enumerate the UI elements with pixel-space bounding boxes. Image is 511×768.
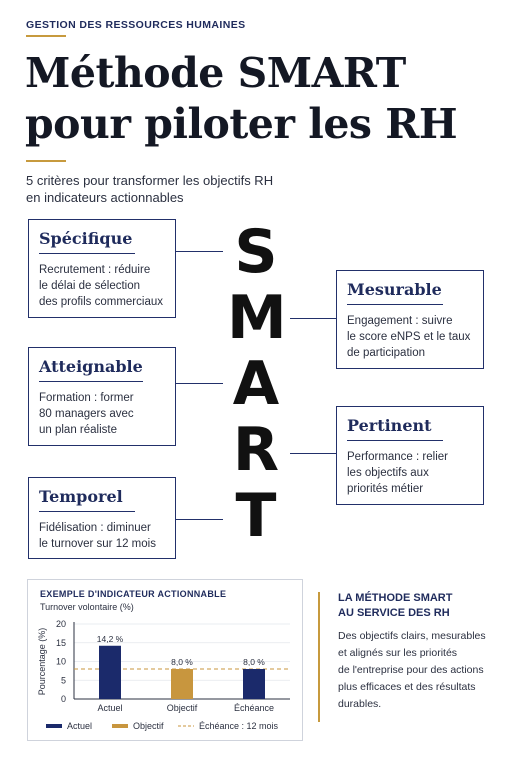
connector-atteignable: [175, 383, 223, 384]
connector-mesurable: [290, 318, 336, 319]
side-text: [338, 628, 486, 713]
side-text-line: de l'entreprise pour des actions: [338, 664, 484, 676]
connector-temporel: [175, 519, 223, 520]
bar-value-label: 8,0 %: [171, 657, 193, 667]
title-line: Méthode SMART: [25, 49, 406, 97]
smart-letter-t: T: [235, 481, 277, 551]
y-tick-label: 5: [60, 675, 66, 686]
title-line: pour piloter les RH: [25, 100, 458, 148]
criteria-description: [39, 390, 165, 438]
side-title-line: AU SERVICE DES RH: [338, 607, 450, 619]
side-title-line: LA MÉTHODE SMART: [338, 592, 453, 604]
criteria-title: Atteignable: [39, 357, 143, 382]
bar: [243, 669, 265, 699]
criteria-card-mesurable: [336, 270, 484, 369]
criteria-title: Mesurable: [347, 280, 443, 305]
criteria-card-pertinent: [336, 406, 484, 505]
desc-line: 80 managers avec: [39, 408, 134, 420]
legend-label: Échéance : 12 mois: [199, 721, 279, 731]
bar: [171, 669, 193, 699]
desc-line: le délai de sélection: [39, 280, 141, 292]
criteria-description: [39, 520, 165, 552]
desc-line: priorités métier: [347, 483, 424, 495]
y-tick-label: 10: [55, 656, 66, 667]
criteria-card-atteignable: [28, 347, 176, 446]
y-tick-label: 15: [55, 637, 66, 648]
side-text-line: Des objectifs clairs, mesurables: [338, 630, 486, 642]
bar-value-label: 14,2 %: [96, 633, 124, 644]
criteria-description: [347, 313, 473, 361]
legend-swatch: [46, 724, 62, 728]
desc-line: Performance : relier: [347, 451, 448, 463]
criteria-card-specifique: [28, 219, 176, 318]
desc-line: des profils commerciaux: [39, 296, 163, 308]
x-tick-label: Objectif: [166, 703, 198, 713]
side-accent-rule: [318, 592, 320, 722]
chart-subtitle: Turnover volontaire (%): [40, 602, 134, 612]
page-title: [25, 48, 495, 150]
desc-line: le turnover sur 12 mois: [39, 538, 156, 550]
smart-letter-a: A: [232, 349, 280, 419]
criteria-description: [347, 449, 473, 497]
desc-line: le score eNPS et le taux: [347, 331, 471, 343]
side-text-line: plus efficaces et des résultats: [338, 681, 476, 693]
legend-label: Objectif: [133, 721, 164, 731]
criteria-title: Spécifique: [39, 229, 135, 254]
subtitle-line: en indicateurs actionnables: [26, 190, 184, 205]
title-rule: [26, 160, 66, 162]
bar-value-label: 8,0 %: [243, 657, 265, 667]
legend-swatch: [112, 724, 128, 728]
section-eyebrow: GESTION DES RESSOURCES HUMAINES: [26, 19, 246, 31]
page-subtitle: [26, 172, 326, 206]
criteria-card-temporel: [28, 477, 176, 559]
desc-line: de participation: [347, 347, 425, 359]
desc-line: les objectifs aux: [347, 467, 429, 479]
y-axis-label: Pourcentage (%): [37, 627, 47, 696]
y-tick-label: 0: [60, 694, 66, 704]
side-title: [338, 591, 452, 621]
desc-line: Recrutement : réduire: [39, 264, 151, 276]
side-text-line: et alignés sur les priorités: [338, 647, 458, 659]
indicator-chart: [27, 579, 303, 741]
connector-pertinent: [290, 453, 336, 454]
bar: [99, 646, 121, 699]
desc-line: Engagement : suivre: [347, 315, 453, 327]
legend-label: Actuel: [67, 721, 93, 731]
y-tick-label: 20: [55, 619, 66, 629]
desc-line: Fidélisation : diminuer: [39, 522, 151, 534]
chart-title: EXEMPLE D'INDICATEUR ACTIONNABLE: [40, 589, 227, 599]
x-tick-label: Actuel: [97, 703, 123, 713]
desc-line: Formation : former: [39, 392, 134, 404]
criteria-title: Temporel: [39, 487, 135, 512]
smart-letter-m: M: [227, 283, 287, 353]
eyebrow-rule: [26, 35, 66, 37]
x-tick-label: Échéance: [233, 703, 275, 713]
side-text-line: durables.: [338, 698, 382, 710]
smart-letter-s: S: [234, 217, 278, 287]
smart-letter-r: R: [232, 415, 280, 485]
connector-specifique: [175, 251, 223, 252]
subtitle-line: 5 critères pour transformer les objectifs RH: [26, 173, 274, 188]
desc-line: un plan réaliste: [39, 424, 117, 436]
criteria-description: [39, 262, 165, 310]
chart-svg: [28, 580, 304, 742]
criteria-title: Pertinent: [347, 416, 443, 441]
